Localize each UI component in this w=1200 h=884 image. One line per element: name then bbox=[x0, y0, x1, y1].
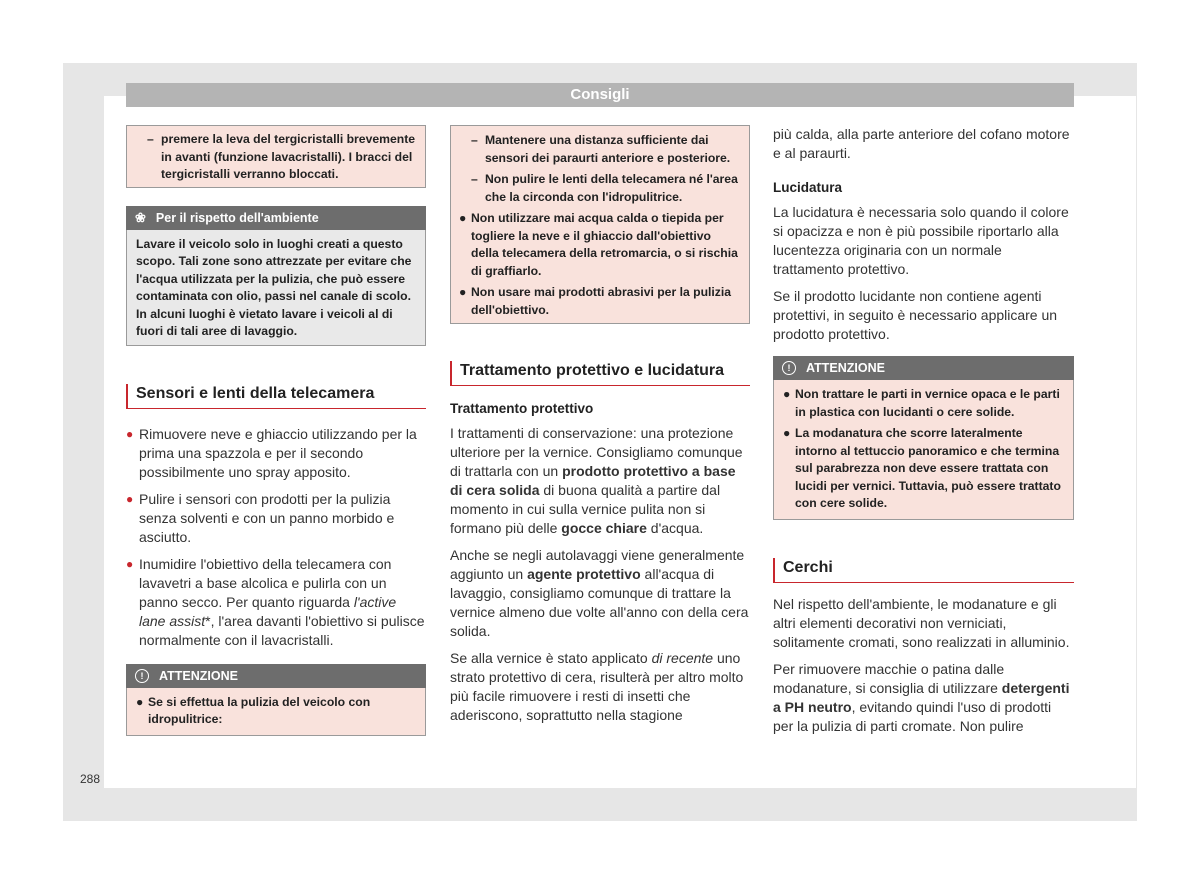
list-item bbox=[459, 284, 741, 319]
list-item: – Non pulire le lenti della telecamera né l'area che la circonda con l'idropulitrice. bbox=[459, 171, 741, 206]
warning-box-header bbox=[126, 664, 426, 688]
section-title: Trattamento protettivo e lucidatura bbox=[450, 361, 750, 386]
list-item-text: Se si effettua la pulizia del veicolo con idropulitrice: bbox=[148, 694, 371, 726]
warning-box-body bbox=[126, 688, 426, 736]
continued-warning-box bbox=[126, 125, 426, 188]
continued-warning-box bbox=[450, 125, 750, 324]
list-item bbox=[147, 131, 417, 184]
dash-marker: – bbox=[147, 132, 154, 146]
list-item-text: Non usare mai prodotti abrasivi per la pulizia dell'obiettivo. bbox=[471, 285, 732, 317]
column-1 bbox=[126, 125, 426, 736]
warning-box bbox=[773, 356, 1074, 520]
paragraph: Se alla vernice è stato applicato di recente uno strato protettivo di cera, risulterà per altro molto più facile rimuovere i resti di insetti che aderiscono, soprattutto nella stagione bbox=[450, 650, 744, 723]
list-item bbox=[126, 555, 426, 650]
list-item bbox=[459, 210, 741, 280]
info-circle-icon: ! bbox=[135, 669, 149, 683]
info-circle-icon: ! bbox=[782, 361, 796, 375]
bullet-icon: ● bbox=[126, 556, 134, 571]
subsection-title: Lucidatura bbox=[773, 180, 843, 195]
bullet-icon: ● bbox=[783, 387, 791, 401]
bullet-list bbox=[126, 425, 426, 650]
column-2 bbox=[450, 125, 750, 733]
list-item bbox=[126, 425, 426, 482]
section-title: Cerchi bbox=[773, 558, 1074, 583]
list-item bbox=[783, 425, 1064, 513]
list-item-text: La modanatura che scorre lateralmente intorno al tettuccio panoramico e che termina sul parabrezza non deve essere trattata con lucidi per vernici. Tuttavia, può essere trattato con cere solide. bbox=[795, 426, 1061, 510]
list-item: – Mantenere una distanza sufficiente dai sensori dei paraurti anteriore e posteriore. bbox=[459, 132, 741, 167]
warning-box-header bbox=[773, 356, 1074, 380]
bullet-icon: ● bbox=[459, 211, 467, 225]
section-title: Sensori e lenti della telecamera bbox=[126, 384, 426, 409]
list-item-text: Non utilizzare mai acqua calda o tiepida per togliere la neve e il ghiaccio dall'obiettivo della telecamera della retromarcia, o si rischia di graffiarlo. bbox=[471, 211, 738, 278]
list-item-text: Mantenere una distanza sufficiente dai sensori dei paraurti anteriore e posteriore. bbox=[485, 133, 731, 165]
list-item bbox=[126, 490, 426, 547]
list-item-text: premere la leva del tergicristalli brevemente in avanti (funzione lavacristalli). I bracci del tergicristalli verranno bloccati. bbox=[161, 132, 416, 181]
list-item-text: Non trattare le parti in vernice opaca e le parti in plastica con lucidanti o cere solide. bbox=[795, 387, 1060, 419]
paragraph: Se il prodotto lucidante non contiene agenti protettivi, in seguito è necessario applicare un prodotto protettivo. bbox=[773, 288, 1058, 342]
environment-box-body: Lavare il veicolo solo in luoghi creati a questo scopo. Tali zone sono attrezzate per evitare che l'acqua utilizzata per la pulizia, che può essere contaminata con olio, passi nel canale di scolo. In alcuni luoghi è vietato lavare i veicoli al di fuori di tali aree di lavaggio. bbox=[126, 230, 426, 346]
list-item-text: Rimuovere neve e ghiaccio utilizzando per la prima una spazzola e per il secondo possibilmente uno spray apposito. bbox=[139, 425, 417, 480]
list-item-text: Non pulire le lenti della telecamera né l'area che la circonda con l'idropulitrice. bbox=[485, 172, 738, 204]
bullet-icon: ● bbox=[126, 491, 134, 506]
paragraph: Nel rispetto dell'ambiente, le modanature e gli altri elementi decorativi non verniciati, solitamente cromati, sono realizzati in alluminio. bbox=[773, 595, 1070, 650]
paragraph: I trattamenti di conservazione: una protezione ulteriore per la vernice. Consigliamo comunque di trattarla con un prodotto protettivo a base di cera solida di buona qualità a partire dal momento in cui sulla vernice pulita non si formano più delle gocce chiare d'acqua. bbox=[450, 425, 743, 536]
list-item-text: Pulire i sensori con prodotti per la pulizia senza solventi e con un panno morbido e asciutto. bbox=[139, 490, 395, 545]
leaf-icon: ❀ bbox=[135, 209, 146, 225]
list-item bbox=[136, 694, 416, 729]
page-number: 288 bbox=[80, 772, 101, 786]
bullet-icon: ● bbox=[783, 426, 791, 440]
environment-box bbox=[126, 206, 426, 346]
warning-box bbox=[126, 664, 426, 736]
environment-box-title: Per il rispetto dell'ambiente bbox=[155, 210, 319, 225]
page-header-title: Consigli bbox=[126, 83, 1074, 107]
environment-box-header bbox=[126, 206, 426, 230]
bullet-icon: ● bbox=[126, 426, 134, 441]
paragraph: più calda, alla parte anteriore del cofano motore e al paraurti. bbox=[773, 126, 1070, 161]
paragraph: Anche se negli autolavaggi viene generalmente aggiunto un agente protettivo all'acqua di lavaggio, consigliamo comunque di trattare la vernice almeno due volte all'anno con della cera solida. bbox=[450, 547, 749, 639]
column-3 bbox=[773, 125, 1074, 744]
list-item-text: Inumidire l'obiettivo della telecamera con lavavetri a base alcolica e pulirla con un panno secco. Per quanto riguarda l'active lane assist*, l'area davanti l'obiettivo si pulisce normalmente con il lavacristalli. bbox=[139, 555, 425, 648]
paragraph: La lucidatura è necessaria solo quando il colore si opacizza e non è più possibile riportarlo alla lucentezza originaria con un normale trattamento protettivo. bbox=[773, 204, 1069, 277]
bullet-icon: ● bbox=[136, 694, 144, 709]
warning-box-body bbox=[773, 380, 1074, 520]
warning-box-title: ATTENZIONE bbox=[159, 668, 238, 683]
paragraph: Per rimuovere macchie o patina dalle modanature, si consiglia di utilizzare detergenti a PH neutro, evitando quindi l'uso di prodotti per la pulizia di parti cromate. Non pulire bbox=[773, 660, 1070, 734]
warning-box-title: ATTENZIONE bbox=[806, 361, 885, 375]
list-item bbox=[783, 386, 1064, 421]
bullet-icon: ● bbox=[459, 285, 467, 299]
subsection-title: Trattamento protettivo bbox=[450, 401, 594, 416]
